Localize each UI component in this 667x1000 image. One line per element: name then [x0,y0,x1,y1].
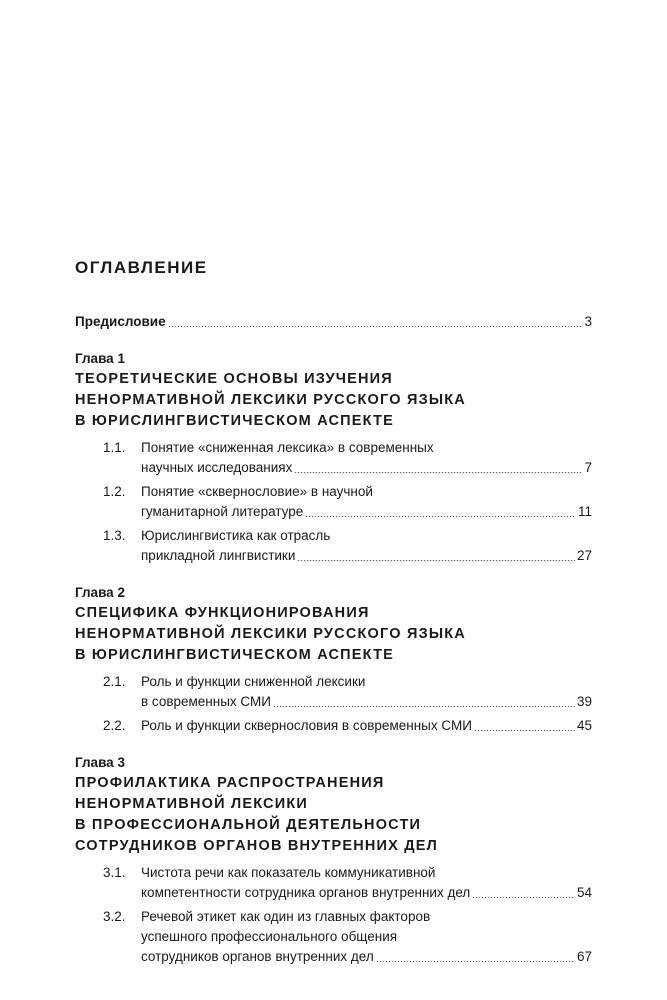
section-last-line [141,458,592,478]
chapter-title [75,773,592,857]
dot-leader [474,730,575,731]
toc-section [75,907,592,967]
toc-section [75,526,592,566]
toc-section [75,438,592,478]
section-title-line: Понятие «сниженная лексика» в современных [141,440,434,455]
section-last-line [141,546,592,566]
section-title-line: гуманитарной литературе [141,504,304,519]
chapter-title-line: НЕНОРМАТИВНОЙ ЛЕКСИКИ [75,796,309,812]
toc-page-number: 39 [576,694,592,709]
table-of-contents [75,312,592,967]
section-last-line [141,692,592,712]
chapter-label: Глава 3 [75,755,125,770]
chapter-3 [75,753,592,967]
section-last-line [141,716,592,736]
section-title-line: сотрудников органов внутренних дел [141,949,374,964]
section-title-line: Роль и функции сниженной лексики [141,674,366,689]
dot-leader [297,560,575,561]
chapter-title-line: НЕНОРМАТИВНОЙ ЛЕКСИКИ РУССКОГО ЯЗЫКА [75,626,466,642]
section-title-line: успешного профессионального общения [141,929,398,944]
section-title-line: Чистота речи как показатель коммуникативной [141,865,436,880]
toc-page-number: 7 [584,460,592,475]
toc-entry-preface [75,312,592,332]
toc-page-number: 67 [576,949,592,964]
dot-leader [168,326,583,327]
toc-section [75,672,592,712]
toc-page-number: 3 [584,314,592,329]
dot-leader [472,897,575,898]
section-number: 1.3. [103,528,126,543]
section-title-line: научных исследованиях [141,460,293,475]
section-number: 2.1. [103,674,126,689]
section-title-line: Роль и функции сквернословия в современных СМИ [141,718,472,733]
chapter-title-line: ПРОФИЛАКТИКА РАСПРОСТРАНЕНИЯ [75,775,385,791]
chapter-title-line: ТЕОРЕТИЧЕСКИЕ ОСНОВЫ ИЗУЧЕНИЯ [75,371,393,387]
section-last-line [141,883,592,903]
chapter-title-line: В ЮРИСЛИНГВИСТИЧЕСКОМ АСПЕКТЕ [75,413,395,429]
chapter-title [75,603,592,666]
section-number: 1.2. [103,484,126,499]
section-number: 2.2. [103,718,126,733]
dot-leader [376,961,575,962]
toc-page-number: 11 [577,504,592,519]
chapter-title-line: В ПРОФЕССИОНАЛЬНОЙ ДЕЯТЕЛЬНОСТИ [75,817,422,833]
section-title-line: Юрислингвистика как отрасль [141,528,331,543]
toc-section [75,863,592,903]
section-title-line: в современных СМИ [141,694,271,709]
chapter-1 [75,349,592,566]
chapter-label: Глава 1 [75,351,125,366]
section-title-line: компетентности сотрудника органов внутренних дел [141,885,471,900]
chapter-title-line: СОТРУДНИКОВ ОРГАНОВ ВНУТРЕННИХ ДЕЛ [75,838,439,854]
chapter-title-line: НЕНОРМАТИВНОЙ ЛЕКСИКИ РУССКОГО ЯЗЫКА [75,392,466,408]
chapter-2 [75,583,592,736]
chapter-title-line: СПЕЦИФИКА ФУНКЦИОНИРОВАНИЯ [75,605,370,621]
section-last-line [141,947,592,967]
toc-section [75,716,592,736]
toc-page-number: 54 [576,885,592,900]
section-title-line: Речевой этикет как один из главных факторов [141,909,431,924]
toc-section [75,482,592,522]
page-title: ОГЛАВЛЕНИЕ [75,258,208,277]
dot-leader [273,706,575,707]
toc-entry-label: Предисловие [75,314,166,329]
chapter-title [75,369,592,432]
section-last-line [141,502,592,522]
toc-page-number: 45 [576,718,592,733]
chapter-label: Глава 2 [75,585,125,600]
dot-leader [294,472,582,473]
section-title-line: Понятие «сквернословие» в научной [141,484,373,499]
section-number: 1.1. [103,440,126,455]
section-number: 3.1. [103,865,126,880]
chapter-title-line: В ЮРИСЛИНГВИСТИЧЕСКОМ АСПЕКТЕ [75,647,395,663]
section-number: 3.2. [103,909,126,924]
dot-leader [305,516,576,517]
section-title-line: прикладной лингвистики [141,548,296,563]
toc-page-number: 27 [576,548,592,563]
